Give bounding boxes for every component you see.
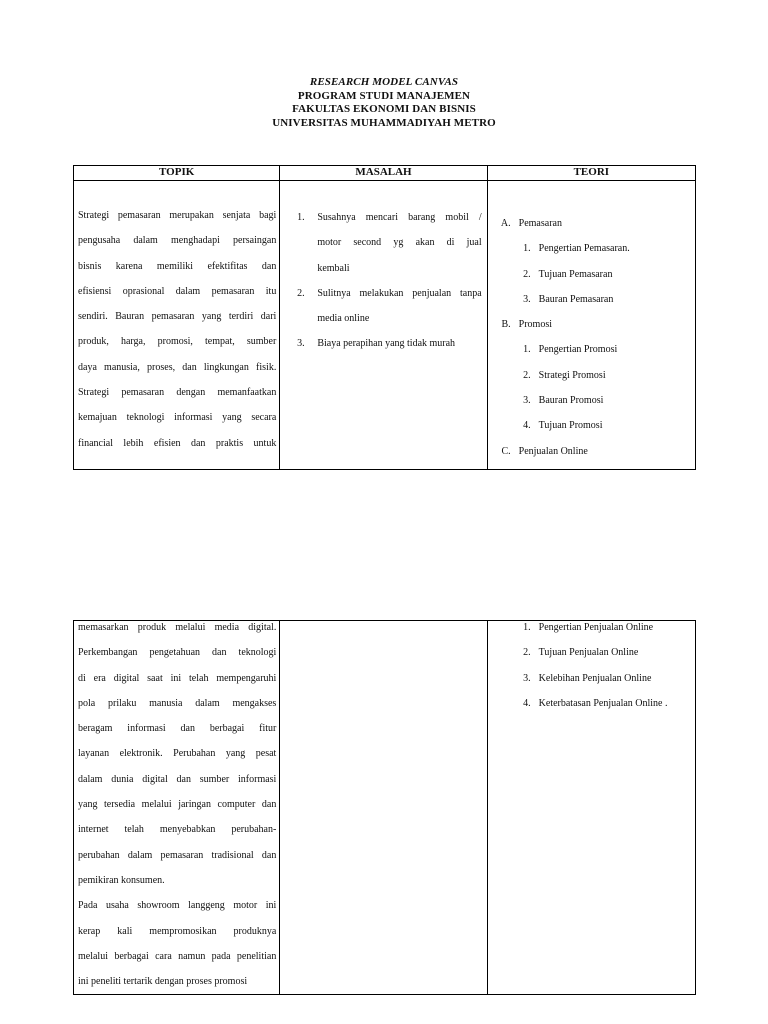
masalah-item-text: media online [317, 313, 370, 325]
topik-text-line: perubahan dalam pemasaran tradisional dan [78, 849, 277, 861]
faculty-name: FAKULTAS EKONOMI DAN BISNIS [292, 103, 476, 115]
masalah-item-number: 1. [297, 212, 305, 223]
teori-label: 1. [523, 344, 531, 356]
topik-text-line: bisnis karena memiliki efektifitas dan [78, 260, 277, 272]
topik-text-line: memasarkan produk melalui media digital. [78, 622, 277, 633]
teori-label: A. [500, 218, 511, 229]
teori-text: Pengertian Penjualan Online [538, 622, 654, 633]
masalah-list [280, 181, 486, 357]
topik-text-line: yang tersedia melalui jaringan computer dan [78, 799, 277, 811]
teori-section [488, 439, 695, 464]
teori-section [488, 211, 695, 236]
topik-text-line: di era digital saat ini telah mempengaruhi [78, 672, 277, 684]
teori-label: 1. [523, 622, 531, 633]
masalah-item-text: Biaya perapihan yang tidak murah [317, 338, 456, 350]
teori-label: B. [501, 319, 511, 331]
teori-text: Kelebihan Penjualan Online [538, 672, 652, 684]
teori-text: Tujuan Pemasaran [538, 268, 613, 280]
teori-subitem [488, 615, 695, 640]
teori-label: 3. [523, 395, 531, 407]
teori-text: Tujuan Promosi [538, 420, 603, 432]
teori-subitem [488, 640, 695, 665]
teori-text: Keterbatasan Penjualan Online . [538, 697, 668, 709]
teori-cell-continued [487, 621, 695, 995]
research-canvas-table-page2 [73, 620, 696, 995]
teori-cell [487, 181, 695, 470]
teori-text: Strategi Promosi [538, 369, 606, 381]
topik-text-line: efisiensi oprasional dalam pemasaran itu [78, 285, 277, 297]
topik-cell [74, 181, 280, 470]
topik-text-line: beragam informasi dan berbagai fitur [78, 723, 277, 735]
teori-text: Bauran Pemasaran [538, 293, 614, 305]
teori-text: Pengertian Pemasaran. [538, 243, 630, 255]
masalah-item [284, 256, 481, 281]
masalah-item [284, 331, 481, 356]
topik-text-line: dalam dunia digital dan sumber informasi [78, 773, 277, 785]
teori-outline-continued [488, 615, 695, 716]
teori-subitem [488, 666, 695, 691]
masalah-item-text: motor second yg akan di jual [317, 237, 482, 249]
topik-paragraph-continued [74, 615, 279, 994]
topik-cell-continued [74, 621, 280, 995]
teori-label: 2. [523, 369, 531, 381]
teori-outline [488, 181, 695, 464]
teori-subitem [488, 363, 695, 388]
topik-text-line: pengusaha dalam menghadapi persaingan [78, 235, 277, 247]
teori-subitem [488, 287, 695, 312]
masalah-item-number: 3. [297, 338, 305, 350]
teori-label: 3. [523, 293, 531, 305]
masalah-item-number [284, 230, 317, 255]
teori-label: 1. [523, 243, 531, 255]
topik-text-line: Strategi pemasaran merupakan senjata bagi [78, 210, 277, 221]
masalah-item-number: 2. [297, 287, 305, 299]
teori-label: 2. [523, 647, 531, 659]
topik-text-line: internet telah menyebabkan perubahan- [78, 824, 277, 836]
teori-label: 3. [523, 672, 531, 684]
topik-text-line: sendiri. Bauran pemasaran yang terdiri dari [78, 311, 277, 323]
masalah-item-text: Susahnya mencari barang mobil / [317, 212, 482, 223]
masalah-item-number [284, 306, 317, 331]
topik-paragraph [74, 181, 279, 469]
masalah-item-text: Sulitnya melakukan penjualan tanpa [317, 287, 482, 299]
topik-text-line: kerap kali mempromosikan produknya [78, 925, 277, 937]
column-header-topik: TOPIK [74, 166, 280, 181]
research-canvas-table-page1 [73, 165, 696, 470]
topik-text-line: Perkembangan pengetahuan dan teknologi [78, 647, 277, 659]
teori-subitem [488, 262, 695, 287]
masalah-cell [280, 181, 487, 470]
topik-text-line: Strategi pemasaran dengan memanfaatkan [78, 387, 277, 399]
topik-text-line: Pada usaha showroom langgeng motor ini [78, 900, 277, 912]
topik-text-line: ini peneliti tertarik dengan proses promosi [78, 976, 248, 988]
topik-text-line: financial lebih efisien dan praktis untuk [78, 437, 277, 449]
teori-subitem [488, 337, 695, 362]
masalah-item-text: kembali [317, 262, 350, 274]
teori-text: Promosi [518, 319, 552, 331]
teori-text: Penjualan Online [518, 445, 588, 457]
teori-text: Pemasaran [518, 218, 562, 229]
document-title: RESEARCH MODEL CANVAS [309, 76, 459, 88]
teori-text: Bauran Promosi [538, 395, 604, 407]
teori-subitem [488, 236, 695, 261]
column-header-masalah: MASALAH [280, 166, 487, 181]
masalah-item [284, 205, 481, 230]
teori-subitem [488, 413, 695, 438]
teori-text: Tujuan Penjualan Online [538, 647, 639, 659]
topik-text-line: daya manusia, proses, dan lingkungan fisik. [78, 361, 277, 373]
teori-section [488, 312, 695, 337]
topik-text-line: pola prilaku manusia dalam mengakses [78, 697, 277, 709]
topik-text-line: pemikiran konsumen. [78, 874, 165, 886]
masalah-cell-continued [280, 621, 487, 995]
masalah-item [284, 281, 481, 306]
masalah-item [284, 230, 481, 255]
topik-text-line: produk, harga, promosi, tempat, sumber [78, 336, 277, 348]
masalah-item-number [284, 256, 317, 281]
topik-text-line: layanan elektronik. Perubahan yang pesat [78, 748, 277, 760]
document-header [0, 76, 768, 130]
teori-label: 4. [523, 420, 531, 432]
teori-label: C. [501, 445, 511, 457]
teori-text: Pengertian Promosi [538, 344, 618, 356]
column-header-teori: TEORI [487, 166, 695, 181]
topik-text-line: kemajuan teknologi informasi yang secara [78, 412, 277, 424]
teori-subitem [488, 388, 695, 413]
university-name: UNIVERSITAS MUHAMMADIYAH METRO [272, 116, 496, 129]
teori-label: 2. [523, 268, 531, 280]
masalah-item [284, 306, 481, 331]
study-program: PROGRAM STUDI MANAJEMEN [297, 89, 471, 102]
teori-subitem [488, 691, 695, 716]
topik-text-line: melalui berbagai cara namun pada penelitian [78, 950, 277, 962]
teori-label: 4. [523, 697, 531, 709]
